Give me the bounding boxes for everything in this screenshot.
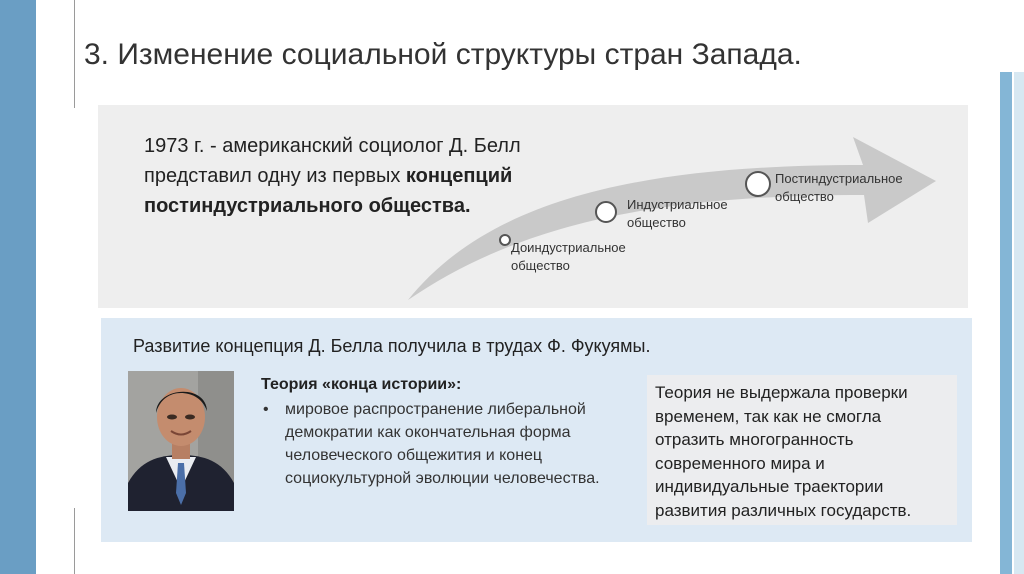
stage-label-line: Индустриальное bbox=[627, 197, 728, 212]
stage-marker-postindustrial bbox=[745, 171, 771, 197]
concept-panel bbox=[98, 105, 968, 308]
divider-line-top bbox=[74, 0, 75, 108]
portrait-illustration bbox=[128, 371, 234, 511]
stage-label-postindustrial bbox=[775, 170, 903, 206]
stage-label-line: общество bbox=[511, 258, 570, 273]
theory-block bbox=[261, 376, 631, 490]
portrait-photo bbox=[128, 371, 234, 511]
stage-label-line: Доиндустриальное bbox=[511, 240, 626, 255]
right-accent-edge bbox=[1014, 72, 1024, 574]
criticism-text: Теория не выдержала проверки временем, так как не смогла отразить многогранность современного мира и индивидуальные траектории развития различных государств. bbox=[655, 383, 912, 520]
intro-plain: 1973 г. - американский социолог Д. Белл представил одну из первых bbox=[144, 135, 521, 187]
intro-bold: концепций постиндустриального общества. bbox=[144, 165, 513, 217]
left-accent-bar bbox=[0, 0, 36, 574]
theory-item-text: мировое распространение либеральной демократии как окончательная форма человеческого общежития и конец социокультурной эволюции человечества. bbox=[285, 401, 600, 487]
divider-line-bottom bbox=[74, 508, 75, 574]
development-text: Развитие концепция Д. Белла получила в трудах Ф. Фукуямы. bbox=[133, 336, 651, 356]
stage-label-industrial bbox=[627, 196, 728, 232]
slide-title: 3. Изменение социальной структуры стран Запада. bbox=[84, 38, 802, 71]
stage-label-line: Постиндустриальное bbox=[775, 171, 903, 186]
stage-marker-industrial bbox=[595, 201, 617, 223]
list-item bbox=[261, 398, 631, 490]
criticism-box bbox=[647, 375, 957, 525]
stage-label-line: общество bbox=[627, 215, 686, 230]
fukuyama-panel bbox=[101, 318, 972, 542]
right-accent-bar bbox=[1000, 72, 1012, 574]
theory-title: Теория «конца истории»: bbox=[261, 376, 462, 393]
bullet-marker: • bbox=[263, 401, 269, 418]
theory-list bbox=[261, 398, 631, 490]
stage-marker-preindustrial bbox=[499, 234, 511, 246]
stage-label-preindustrial bbox=[511, 239, 626, 275]
stage-label-line: общество bbox=[775, 189, 834, 204]
